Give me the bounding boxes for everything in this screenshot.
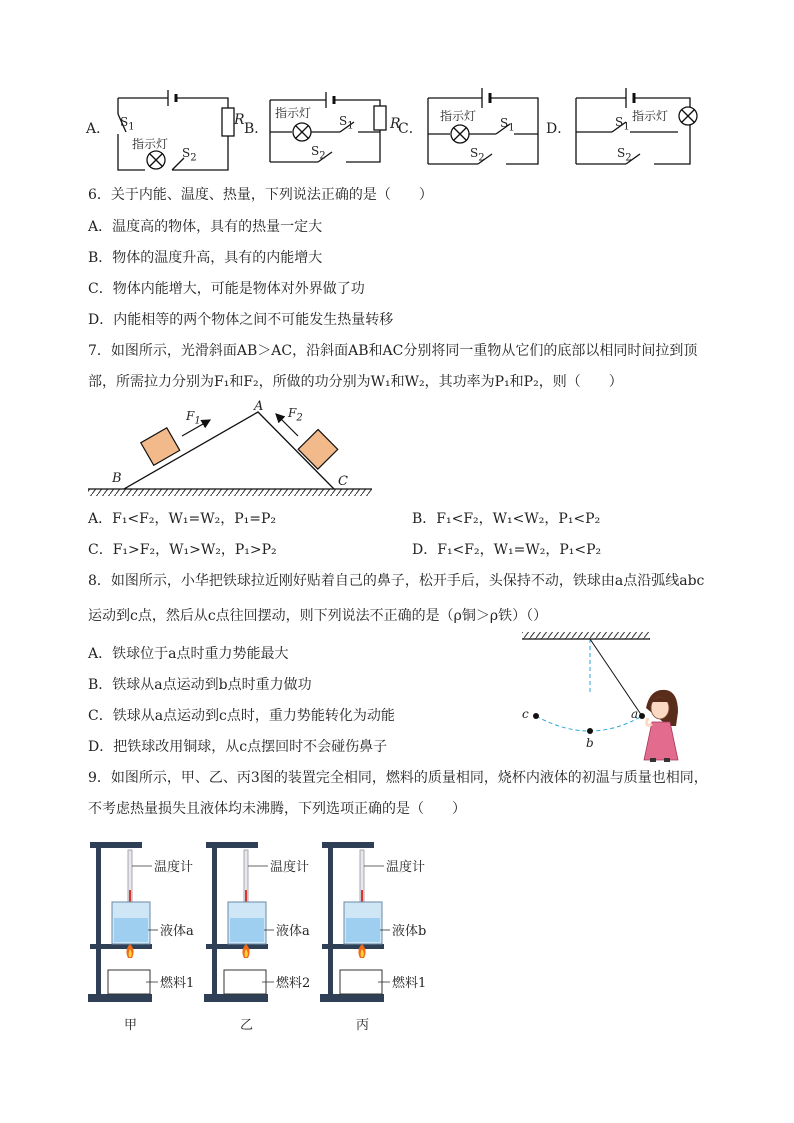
question-6-option-c: C．物体内能增大，可能是物体对外界做了功: [88, 281, 365, 297]
question-8-option-a: A．铁球位于a点时重力势能最大: [88, 646, 289, 662]
question-8-stem-line-2: 运动到c点，然后从c点往回摆动，则下列说法不正确的是（ρ铜＞ρ铁）（）: [88, 608, 548, 624]
indicator-lamp-label-d: 指示灯: [632, 109, 669, 123]
question-8-option-b: B．铁球从a点运动到b点时重力做功: [88, 677, 312, 693]
option-d-letter: D．: [546, 121, 572, 137]
circuit-diagram-b: [262, 88, 392, 174]
question-6-option-d: D．内能相等的两个物体之间不可能发生热量转移: [88, 312, 394, 328]
switch-s2-label-d: $S_2$: [617, 146, 632, 164]
incline-diagram: [86, 398, 376, 500]
question-6-stem: 6．关于内能、温度、热量，下列说法正确的是（ ）: [88, 187, 433, 203]
question-9-stem-line-2: 不考虑热量损失且液体均未沸腾，下列选项正确的是（ ）: [88, 801, 466, 817]
option-b-letter: B．: [244, 121, 269, 137]
switch-s1-label-c: $S_1$: [500, 116, 515, 134]
heating-setup-yi: [202, 830, 332, 1040]
thermometer-label: 温度计: [270, 860, 310, 875]
liquid-label: 液体a: [276, 924, 310, 939]
switch-s2-label-a: $S_2$: [182, 146, 197, 164]
switch-s1-label-a: $S_1$: [120, 115, 135, 133]
indicator-lamp-label-b: 指示灯: [275, 106, 312, 120]
heating-apparatus-3: [318, 830, 448, 1010]
indicator-lamp-label-c: 指示灯: [440, 109, 477, 123]
fuel-label: 燃料1: [392, 976, 427, 991]
fuel-label: 燃料1: [160, 976, 195, 991]
question-7-stem-line-1: 7．如图所示，光滑斜面AB＞AC，沿斜面AB和AC分别将同一重物从它们的底部以相同时间拉到顶: [88, 343, 698, 359]
point-a-label: a: [631, 707, 639, 721]
heating-apparatus-1: [86, 830, 216, 1010]
question-7-option-a: A．F₁<F₂，W₁=W₂，P₁=P₂: [88, 511, 277, 527]
point-c-label: c: [522, 707, 529, 721]
circuit-diagram-d: [568, 82, 698, 172]
vertex-a-label: A: [254, 399, 264, 414]
vertex-b-label: B: [112, 471, 122, 486]
switch-s2-label-c: $S_2$: [470, 146, 485, 164]
question-7-option-b: B．F₁<F₂，W₁<W₂，P₁<P₂: [412, 511, 601, 527]
heating-setup-jia: [86, 830, 216, 1040]
question-8-option-d: D．把铁球改用铜球，从c点摆回时不会碰伤鼻子: [88, 739, 388, 755]
setup-name-label: 乙: [240, 1018, 254, 1033]
option-c-letter: C．: [398, 121, 423, 137]
indicator-lamp-label-a: 指示灯: [132, 137, 169, 151]
liquid-label: 液体b: [392, 924, 427, 939]
point-b-label: b: [586, 736, 594, 750]
question-8-stem-line-1: 8．如图所示，小华把铁球拉近刚好贴着自己的鼻子，松开手后，头保持不动，铁球由a点沿弧线abc: [88, 573, 705, 589]
fuel-label: 燃料2: [276, 976, 311, 991]
force-f2-label: $F_2$: [288, 406, 303, 424]
setup-name-label: 甲: [124, 1018, 138, 1033]
question-7-option-c: C．F₁>F₂，W₁>W₂，P₁>P₂: [88, 542, 277, 558]
switch-s2-label-b: $S_2$: [311, 144, 326, 162]
question-6-option-b: B．物体的温度升高，具有的内能增大: [88, 250, 323, 266]
option-a-letter: A．: [86, 121, 111, 137]
heating-setup-bing: [318, 830, 448, 1040]
thermometer-label: 温度计: [386, 860, 426, 875]
question-8-option-c: C．铁球从a点运动到c点时，重力势能转化为动能: [88, 708, 395, 724]
force-f1-label: $F_1$: [186, 409, 201, 427]
switch-s1-label-b: $S_1$: [339, 114, 354, 132]
resistor-label-b: R: [390, 116, 401, 132]
switch-s1-label-d: $S_1$: [615, 115, 630, 133]
setup-name-label: 丙: [356, 1018, 370, 1033]
pendulum-diagram: [518, 630, 700, 764]
question-6-option-a: A．温度高的物体，具有的热量一定大: [88, 219, 323, 235]
resistor-label-a: R: [234, 112, 245, 128]
thermometer-label: 温度计: [154, 860, 194, 875]
vertex-c-label: C: [338, 474, 348, 489]
girl-figure: [644, 690, 678, 762]
liquid-label: 液体a: [160, 924, 194, 939]
question-9-stem-line-1: 9．如图所示，甲、乙、丙3图的装置完全相同，燃料的质量相同，烧杯内液体的初温与质量也相同，: [88, 770, 708, 786]
heating-apparatus-2: [202, 830, 332, 1010]
question-7-option-d: D．F₁<F₂，W₁=W₂，P₁<P₂: [412, 542, 602, 558]
question-7-stem-line-2: 部，所需拉力分别为F₁和F₂，所做的功分别为W₁和W₂，其功率为P₁和P₂，则（ ）: [88, 374, 623, 390]
